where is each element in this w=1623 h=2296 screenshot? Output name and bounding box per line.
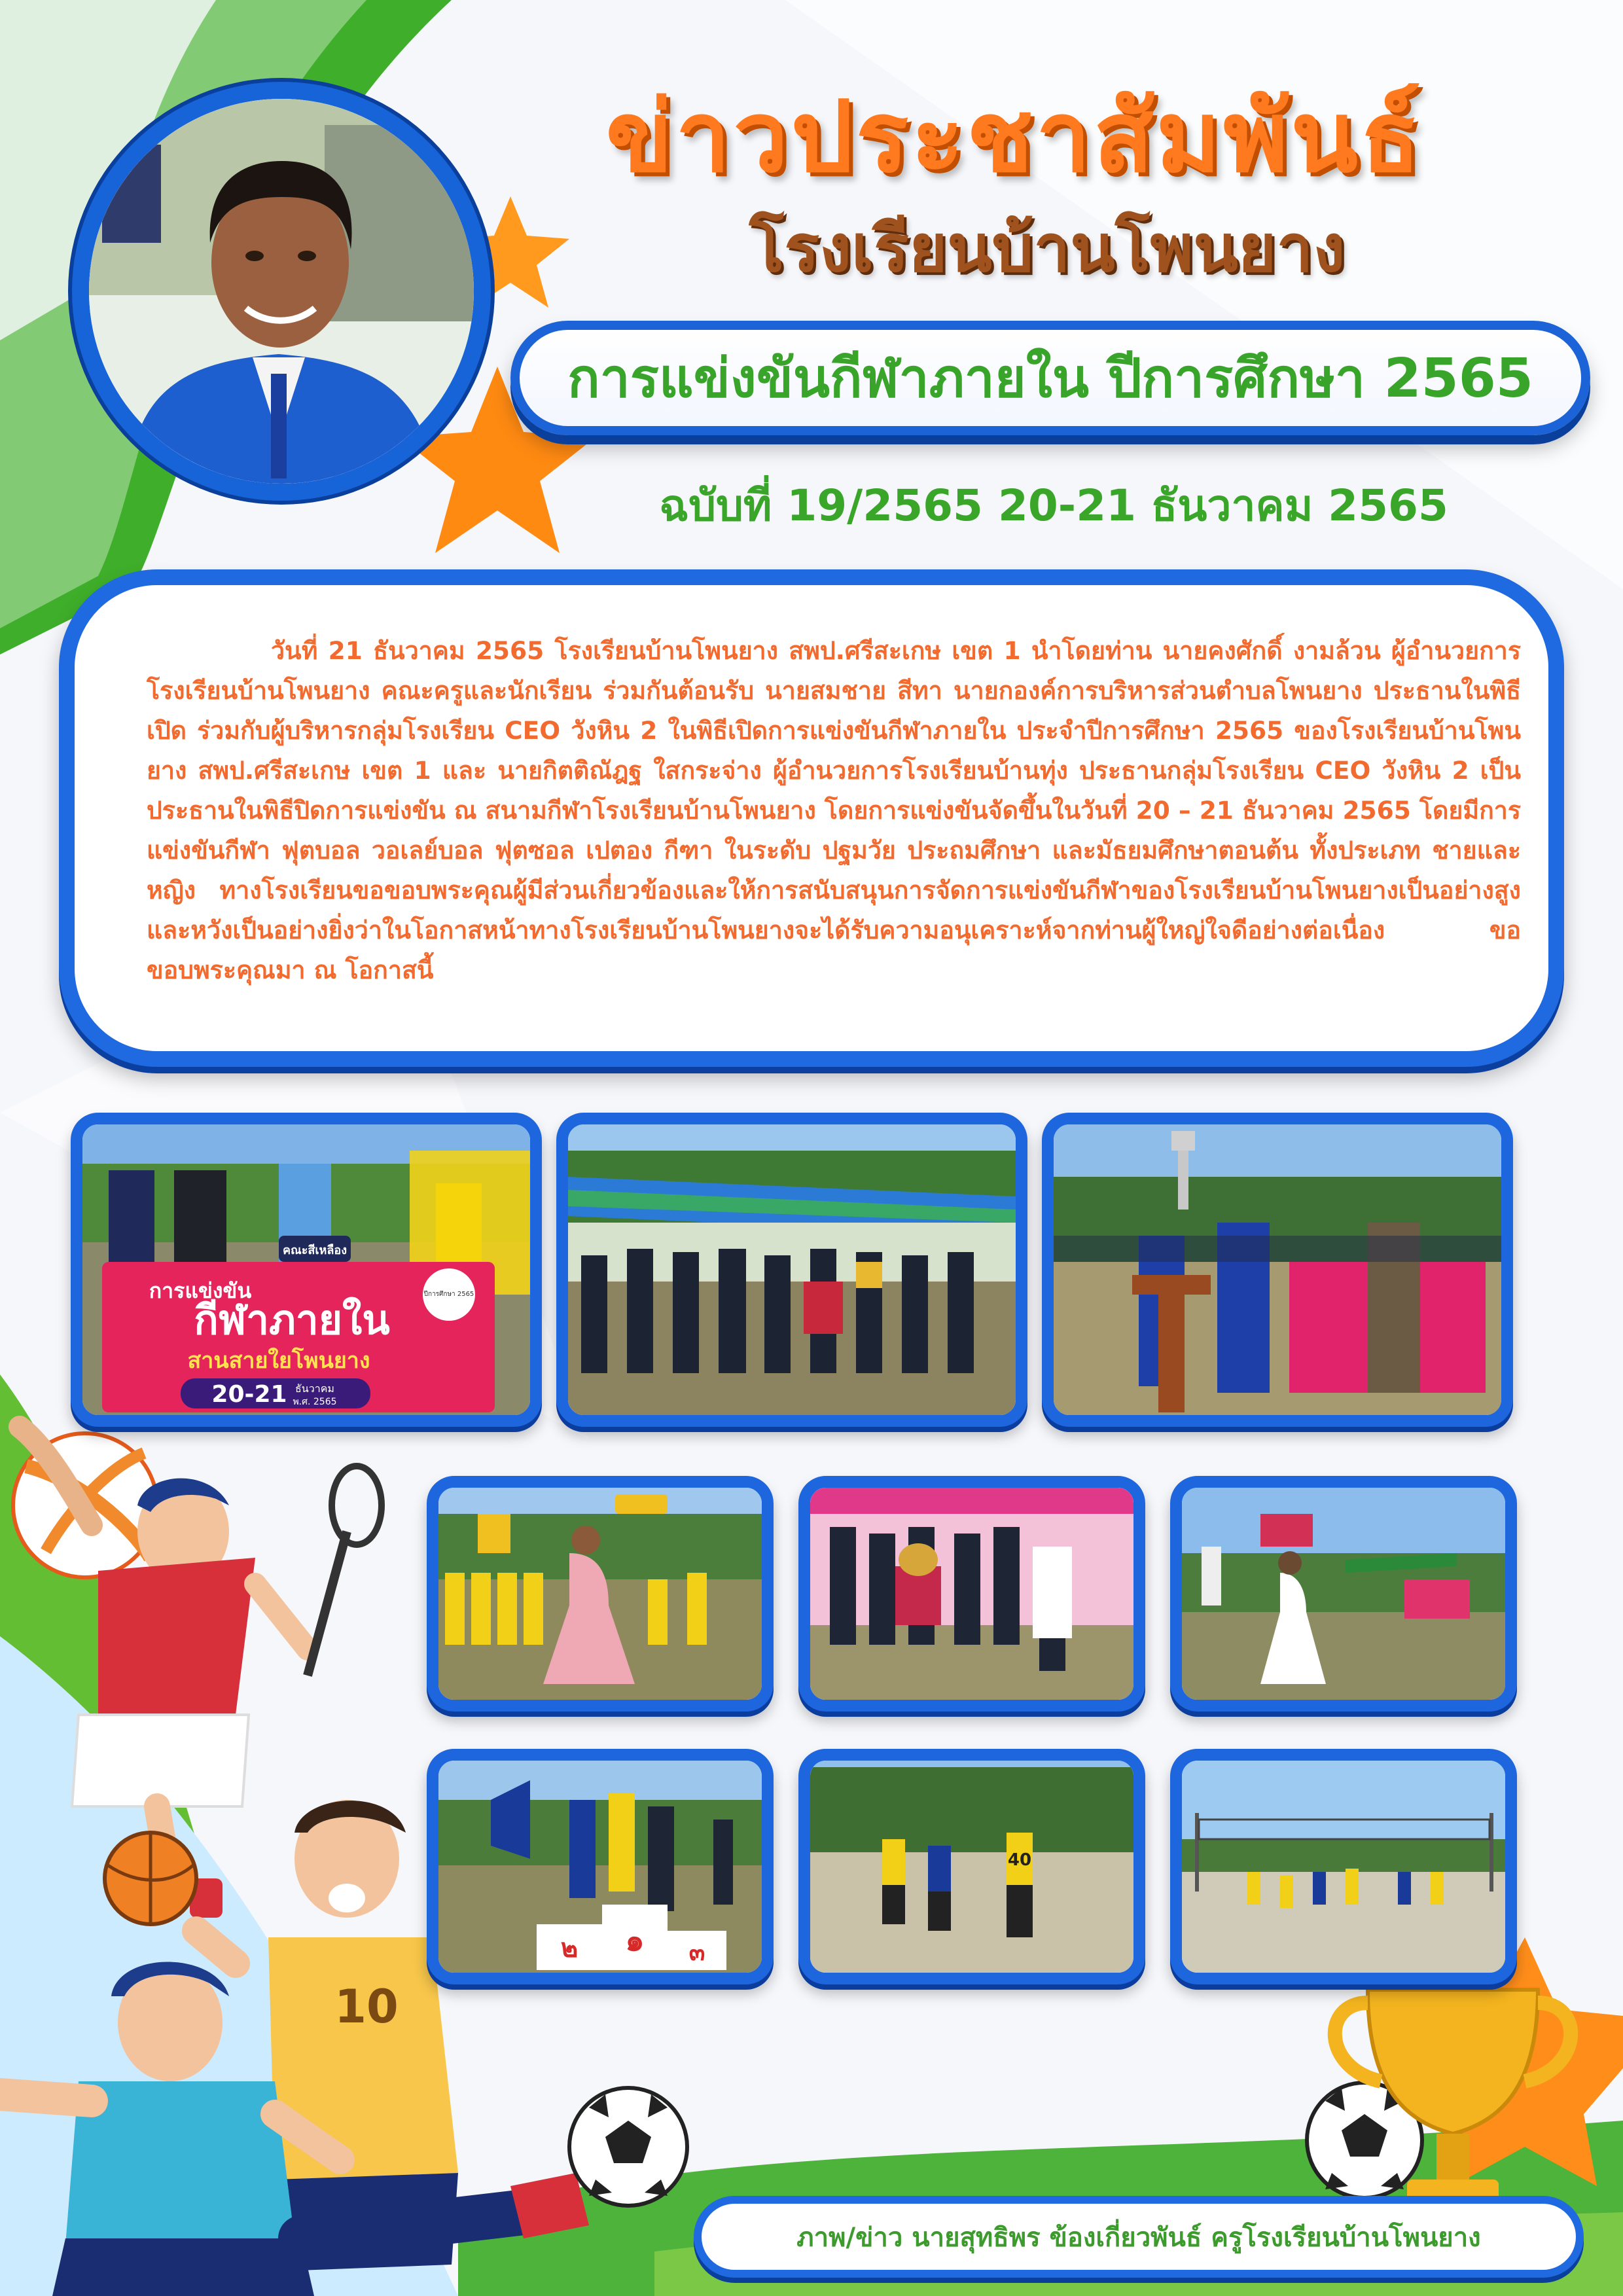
banner-date: 20-21 <box>211 1381 287 1408</box>
issue-line: ฉบับที่ 19/2565 20-21 ธันวาคม 2565 <box>659 480 1448 531</box>
article-body: วันที่ 21 ธันวาคม 2565 โรงเรียนบ้านโพนยาง สพป.ศรีสะเกษ เขต 1 นำโดยท่าน นายคงศักดิ์ งามล้วน ผู้อำนวยการโรงเรียนบ้านโพนยาง คณะครูและนักเรียน ร่วมกันต้อนรับ นายสมชาย สีทา นายกองค์การบริหารส่วนตำบลโพนยาง ประธานในพิธีเปิด ร่วมกับผู้บริหารกลุ่มโรงเรียน CEO วังหิน 2 ในพิธีเปิดการแข่งขันกีฬาภายใน ประจำปีการศึกษา 2565 ของโรงเรียนบ้านโพนยาง สพป.ศรีสะเกษ เขต 1 และ นายกิตติณัฎฐ ใสกระจ่าง ผู้อำนวยการโรงเรียนบ้านทุ่ง ประธานกลุ่มโรงเรียน CEO วังหิน 2 เป็นประธานในพิธีปิดการแข่งขัน ณ สนามกีฬาโรงเรียนบ้านโพนยาง โดยการแข่งขันจัดขึ้นในวันที่ 20 – 21 ธันวาคม 2565 โดยมีการแข่งขันกีฬา ฟุตบอล วอเลย์บอล ฟุตซอล เปตอง กีฑา ในระดับ ปฐมวัย ประถมศึกษา และมัธยมศึกษาตอนต้น ทั้งประเภท ชายและหญิง ทางโรงเรียนขอขอบพระคุณผู้มีส่วนเกี่ยวข้องและให้การสนับสนุนการจัดการแข่งขันกีฬาของโรงเรียนบ้านโพนยางเป็นอย่างสูง และหวังเป็นอย่างยิ่งว่าในโอกาสหน้าทางโรงเรียนบ้านโพนยางจะได้รับความอนุเคราะห์จากท่านผู้ใหญ่ใจดีอย่างต่อเนื่อง ขอขอบพระคุณมา ณ โอกาสนี้ <box>147 636 1521 984</box>
banner-month: ธันวาคม <box>295 1382 334 1395</box>
credit-text: ภาพ/ข่าว นายสุทธิพร ข้องเกี่ยวพันธ์ ครูโรงเรียนบ้านโพนยาง <box>796 2222 1481 2253</box>
banner-line2: กีฬาภายใน <box>194 1296 390 1344</box>
soccer-ball-icon <box>569 2088 687 2206</box>
photo-parade <box>427 1476 774 1712</box>
photo-volleyball-match <box>1170 1749 1517 1984</box>
banner-badge: ปีการศึกษา 2565 <box>423 1291 474 1298</box>
banner-line1: การแข่งขัน <box>149 1278 252 1303</box>
photo-field-procession <box>1170 1476 1517 1712</box>
jersey-number: 10 <box>334 1980 399 2034</box>
photo-speech-podium <box>1042 1113 1513 1427</box>
event-title: การแข่งขันกีฬาภายใน ปีการศึกษา 2565 <box>567 347 1533 410</box>
podium-first: ๑ <box>625 1922 645 1958</box>
photo-trophy-handover <box>798 1476 1145 1712</box>
photo-banner-students <box>71 1113 542 1427</box>
director-portrait <box>72 82 491 501</box>
svg-text:40: 40 <box>1007 1850 1032 1870</box>
newsletter-title: ข่าวประชาสัมพันธ์ <box>605 81 1423 194</box>
photo-futsal-match <box>798 1749 1145 1984</box>
school-name: โรงเรียนบ้านโพนยาง <box>749 210 1346 287</box>
banner-line3: สานสายใยโพนยาง <box>187 1348 370 1374</box>
article-box <box>59 569 1564 1067</box>
photo-award-podium <box>427 1749 774 1984</box>
podium-third: ๓ <box>688 1939 705 1966</box>
credit-banner <box>694 2196 1584 2278</box>
photo-opening-ceremony <box>556 1113 1027 1427</box>
sash-text: คณะสีเหลือง <box>282 1244 348 1257</box>
podium-second: ๒ <box>560 1933 579 1964</box>
banner-year: พ.ศ. 2565 <box>293 1397 337 1407</box>
event-title-banner <box>510 321 1590 435</box>
